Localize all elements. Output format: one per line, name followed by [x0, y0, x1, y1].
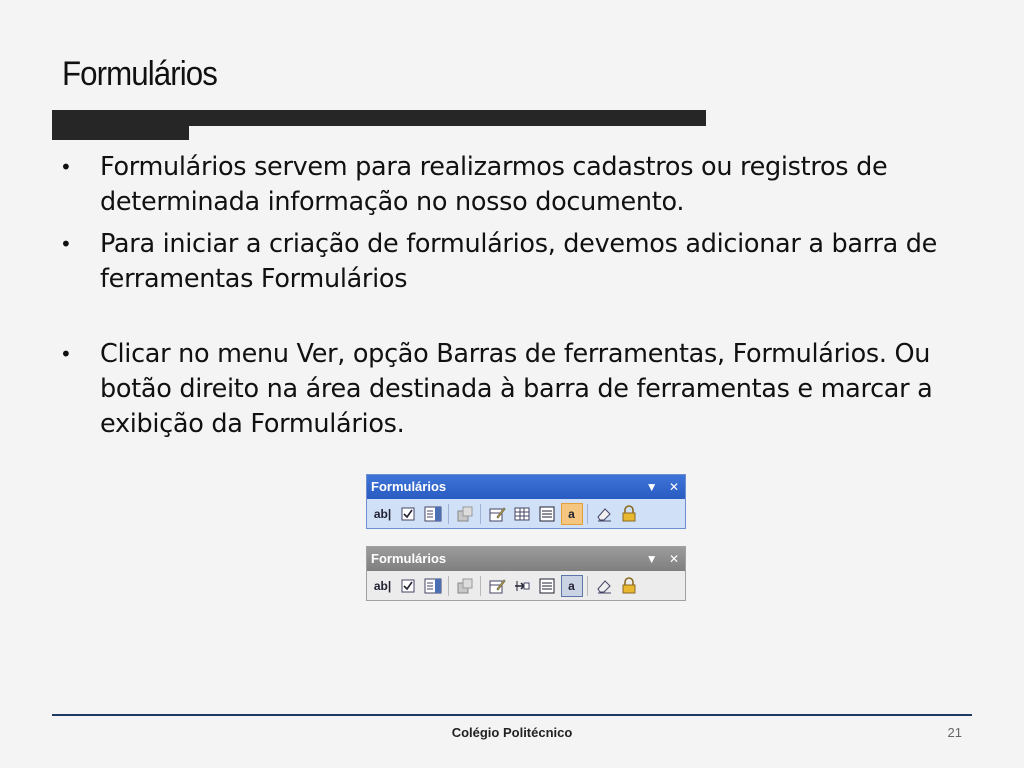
toolbar-separator — [587, 504, 588, 524]
form-field-shading-button[interactable] — [561, 575, 583, 597]
close-icon[interactable]: ✕ — [668, 480, 679, 494]
text-field-button[interactable] — [372, 575, 394, 597]
properties-icon — [456, 505, 474, 523]
field-options-button[interactable] — [454, 503, 476, 525]
text-field-icon: ab| — [373, 578, 392, 593]
insert-table-button[interactable] — [511, 503, 533, 525]
pencil-table-icon — [488, 577, 506, 595]
pencil-table-icon — [488, 505, 506, 523]
insert-frame-button[interactable] — [536, 503, 558, 525]
frame-icon — [538, 577, 556, 595]
bullet-dot: • — [60, 155, 72, 179]
text-field-button[interactable] — [372, 503, 394, 525]
dropdown-field-icon — [424, 505, 442, 523]
toolbar-title-bar[interactable] — [367, 475, 685, 499]
checkbox-button[interactable] — [397, 575, 419, 597]
toolbar-title: Formulários — [371, 551, 447, 566]
dropdown-arrow-icon[interactable]: ▼ — [645, 552, 658, 566]
shading-icon: a — [568, 506, 575, 521]
protect-form-button[interactable] — [618, 503, 640, 525]
frame-icon — [538, 505, 556, 523]
bullet-dot: • — [60, 232, 72, 256]
bullet-list — [58, 150, 978, 442]
page-number: 21 — [947, 725, 962, 740]
title-underline-thick — [52, 110, 189, 140]
properties-icon — [456, 577, 474, 595]
checkbox-icon — [400, 506, 416, 522]
toolbar-title: Formulários — [371, 479, 447, 494]
toolbar-buttons — [367, 571, 685, 600]
table-icon — [513, 505, 531, 523]
bullet-dot: • — [60, 342, 72, 366]
bullet-item — [58, 150, 978, 220]
close-icon[interactable]: ✕ — [668, 552, 679, 566]
insert-frame-button[interactable] — [536, 575, 558, 597]
toolbar-separator — [448, 504, 449, 524]
dropdown-arrow-icon[interactable]: ▼ — [645, 480, 658, 494]
footer-divider — [52, 714, 972, 716]
checkbox-button[interactable] — [397, 503, 419, 525]
title-underline-thin — [189, 110, 706, 126]
bullet-text: Clicar no menu Ver, opção Barras de ferramentas, Formulários. Ou botão direito na área destinada à barra de ferramentas e marcar a exibição da Formulários. — [100, 339, 933, 439]
bullet-text: Formulários servem para realizarmos cadastros ou registros de determinada informação no nosso documento. — [100, 152, 888, 217]
toolbar-title-bar[interactable] — [367, 547, 685, 571]
forms-toolbar-gray — [366, 546, 686, 601]
reset-fields-button[interactable] — [593, 503, 615, 525]
shading-icon: a — [568, 578, 575, 593]
slide-title: Formulários — [62, 55, 218, 93]
draw-table-button[interactable] — [486, 575, 508, 597]
draw-table-button[interactable] — [486, 503, 508, 525]
field-arrow-icon — [513, 577, 531, 595]
form-field-shading-button[interactable] — [561, 503, 583, 525]
footer-text: Colégio Politécnico — [451, 725, 573, 740]
bullet-text: Para iniciar a criação de formulários, devemos adicionar a barra de ferramentas Formulários — [100, 229, 938, 294]
protect-form-button[interactable] — [618, 575, 640, 597]
reset-fields-button[interactable] — [593, 575, 615, 597]
eraser-icon — [595, 505, 613, 523]
lock-icon — [620, 505, 638, 523]
toolbar-separator — [448, 576, 449, 596]
text-field-icon: ab| — [373, 506, 392, 521]
forms-toolbar-blue — [366, 474, 686, 529]
dropdown-field-button[interactable] — [422, 575, 444, 597]
toolbar-separator — [587, 576, 588, 596]
toolbar-separator — [480, 504, 481, 524]
bullet-item — [58, 337, 978, 442]
toolbar-separator — [480, 576, 481, 596]
insert-field-button[interactable] — [511, 575, 533, 597]
checkbox-icon — [400, 578, 416, 594]
toolbar-buttons — [367, 499, 685, 528]
dropdown-field-icon — [424, 577, 442, 595]
dropdown-field-button[interactable] — [422, 503, 444, 525]
lock-icon — [620, 577, 638, 595]
eraser-icon — [595, 577, 613, 595]
field-options-button[interactable] — [454, 575, 476, 597]
bullet-item — [58, 227, 978, 297]
